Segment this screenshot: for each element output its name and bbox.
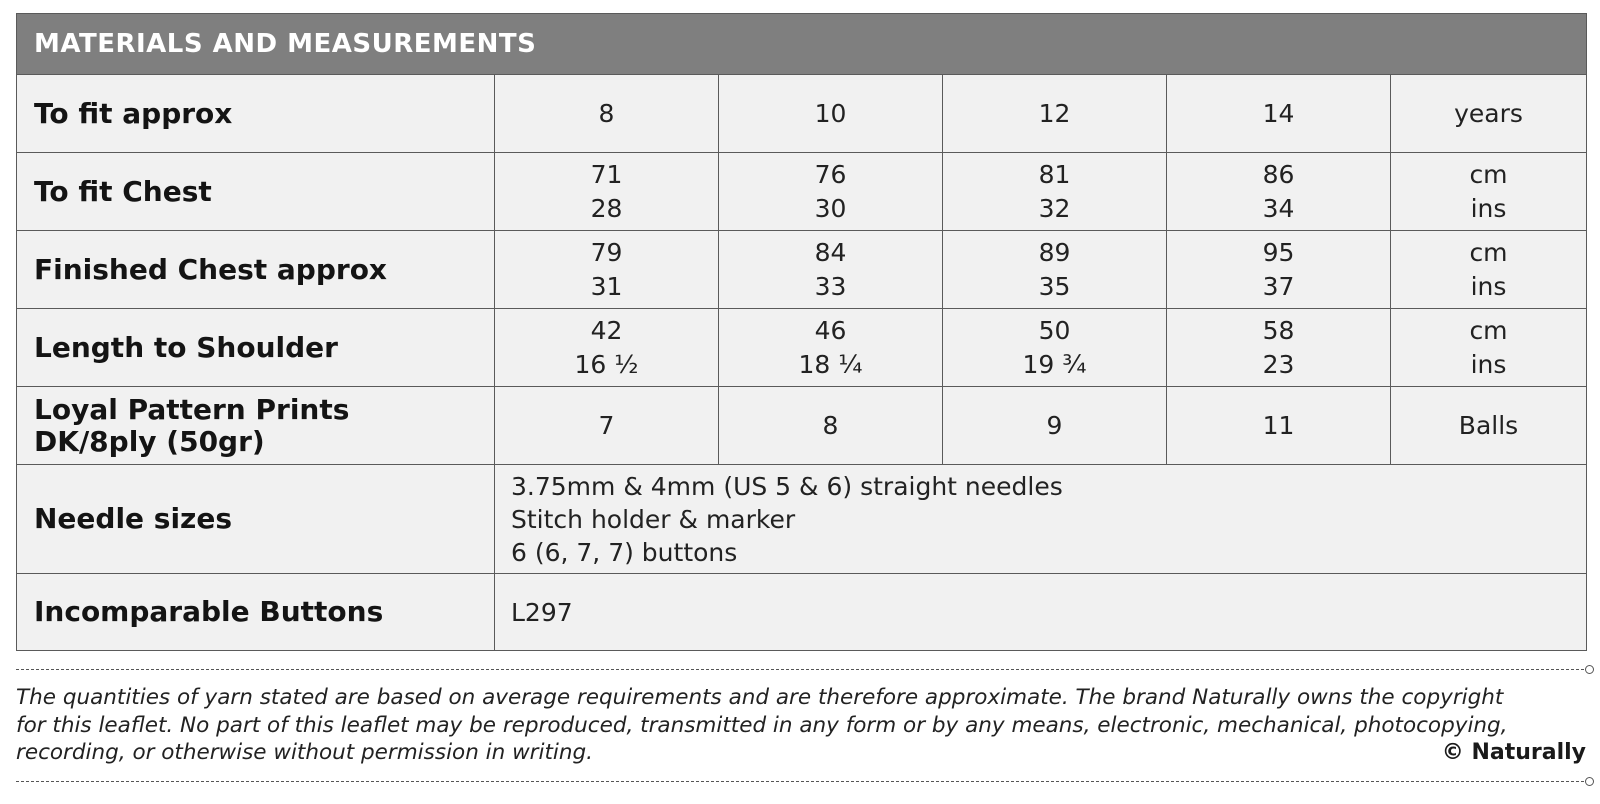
value: 12: [1038, 98, 1071, 128]
value-cell: [719, 309, 943, 386]
value-cell: [495, 387, 719, 464]
value-ins: 33: [814, 271, 847, 301]
needle-line: 3.75mm & 4mm (US 5 & 6) straight needles: [511, 471, 1063, 501]
unit-cell: [1391, 309, 1586, 386]
value-cm: 86: [1262, 159, 1295, 189]
needle-list: [495, 465, 1586, 573]
unit-ins: ins: [1470, 349, 1507, 379]
value-ins: 18 ¼: [798, 349, 863, 379]
table-title: MATERIALS AND MEASUREMENTS: [17, 14, 1586, 75]
value: 7: [598, 410, 615, 440]
row-yarn: [17, 387, 1586, 465]
value-cm: 42: [590, 315, 623, 345]
row-to-fit: [17, 75, 1586, 153]
divider-end-dot: [1585, 665, 1594, 674]
value-cell: [495, 309, 719, 386]
unit-ins: ins: [1470, 271, 1507, 301]
value: 14: [1262, 98, 1295, 128]
value: 9: [1046, 410, 1063, 440]
dashed-divider-top: [16, 669, 1584, 670]
value-cm: 81: [1038, 159, 1071, 189]
copyright-notice: [16, 684, 1584, 767]
value-cm: 79: [590, 237, 623, 267]
needle-line: Stitch holder & marker: [511, 504, 796, 534]
value-cell: [943, 231, 1167, 308]
button-code-value: L297: [511, 597, 573, 627]
value-cell: [1167, 153, 1391, 230]
row-finished-chest: [17, 231, 1586, 309]
value-cell: [719, 153, 943, 230]
value-cm: 46: [814, 315, 847, 345]
value-cell: [719, 231, 943, 308]
row-length-to-shoulder: [17, 309, 1586, 387]
value-ins: 34: [1262, 193, 1295, 223]
copyright-brand: © Naturally: [1441, 740, 1586, 765]
value-ins: 23: [1262, 349, 1295, 379]
value-cell: [943, 153, 1167, 230]
value: 10: [814, 98, 847, 128]
unit-cm: cm: [1469, 237, 1508, 267]
notice-line: The quantities of yarn stated are based on average requirements and are therefore approximate. The brand Naturally owns the copyright: [16, 685, 1504, 710]
unit-cell: [1391, 231, 1586, 308]
value-cell: [495, 75, 719, 152]
unit-cm: cm: [1469, 159, 1508, 189]
button-code: [495, 574, 1586, 650]
value-ins: 19 ¾: [1022, 349, 1087, 379]
value-ins: 31: [590, 271, 623, 301]
value-cm: 58: [1262, 315, 1295, 345]
value-cm: 50: [1038, 315, 1071, 345]
divider-end-dot: [1585, 777, 1594, 786]
row-label: Finished Chest approx: [17, 231, 495, 308]
value-cm: 84: [814, 237, 847, 267]
yarn-name: Loyal Pattern Prints: [34, 392, 350, 426]
value-cell: [1167, 309, 1391, 386]
unit-cell: [1391, 387, 1586, 464]
value-cm: 71: [590, 159, 623, 189]
value-ins: 30: [814, 193, 847, 223]
unit-cell: [1391, 153, 1586, 230]
value: 8: [598, 98, 615, 128]
value: 8: [822, 410, 839, 440]
row-label: Needle sizes: [17, 465, 495, 573]
value-cm: 95: [1262, 237, 1295, 267]
value-ins: 16 ½: [574, 349, 639, 379]
value-cell: [1167, 75, 1391, 152]
value-cell: [943, 387, 1167, 464]
value-cm: 89: [1038, 237, 1071, 267]
dashed-divider-bottom: [16, 781, 1584, 782]
row-label: [17, 387, 495, 464]
value-cell: [1167, 231, 1391, 308]
row-label: To fit approx: [17, 75, 495, 152]
value-ins: 32: [1038, 193, 1071, 223]
value-cell: [943, 309, 1167, 386]
value-cell: [943, 75, 1167, 152]
unit-cm: cm: [1469, 315, 1508, 345]
value-ins: 37: [1262, 271, 1295, 301]
row-label: To fit Chest: [17, 153, 495, 230]
unit-cell: [1391, 75, 1586, 152]
value-cell: [719, 75, 943, 152]
row-label: Length to Shoulder: [17, 309, 495, 386]
unit: years: [1454, 98, 1523, 128]
unit: Balls: [1458, 410, 1519, 440]
value-cell: [719, 387, 943, 464]
value-ins: 35: [1038, 271, 1071, 301]
value-cell: [495, 231, 719, 308]
row-to-fit-chest: [17, 153, 1586, 231]
value-cell: [1167, 387, 1391, 464]
value-cell: [495, 153, 719, 230]
unit-ins: ins: [1470, 193, 1507, 223]
row-needle-sizes: [17, 465, 1586, 574]
needle-line: 6 (6, 7, 7) buttons: [511, 537, 738, 567]
notice-line: recording, or otherwise without permission in writing.: [16, 740, 593, 765]
yarn-weight: DK/8ply (50gr): [34, 424, 265, 458]
value-cm: 76: [814, 159, 847, 189]
notice-line: for this leaflet. No part of this leaflet may be reproduced, transmitted in any form or by any means, electronic, mechanical, photocopying,: [16, 712, 1508, 738]
value: 11: [1262, 410, 1295, 440]
row-buttons: [17, 574, 1586, 650]
value-ins: 28: [590, 193, 623, 223]
row-label: Incomparable Buttons: [17, 574, 495, 650]
materials-table: [16, 13, 1587, 651]
